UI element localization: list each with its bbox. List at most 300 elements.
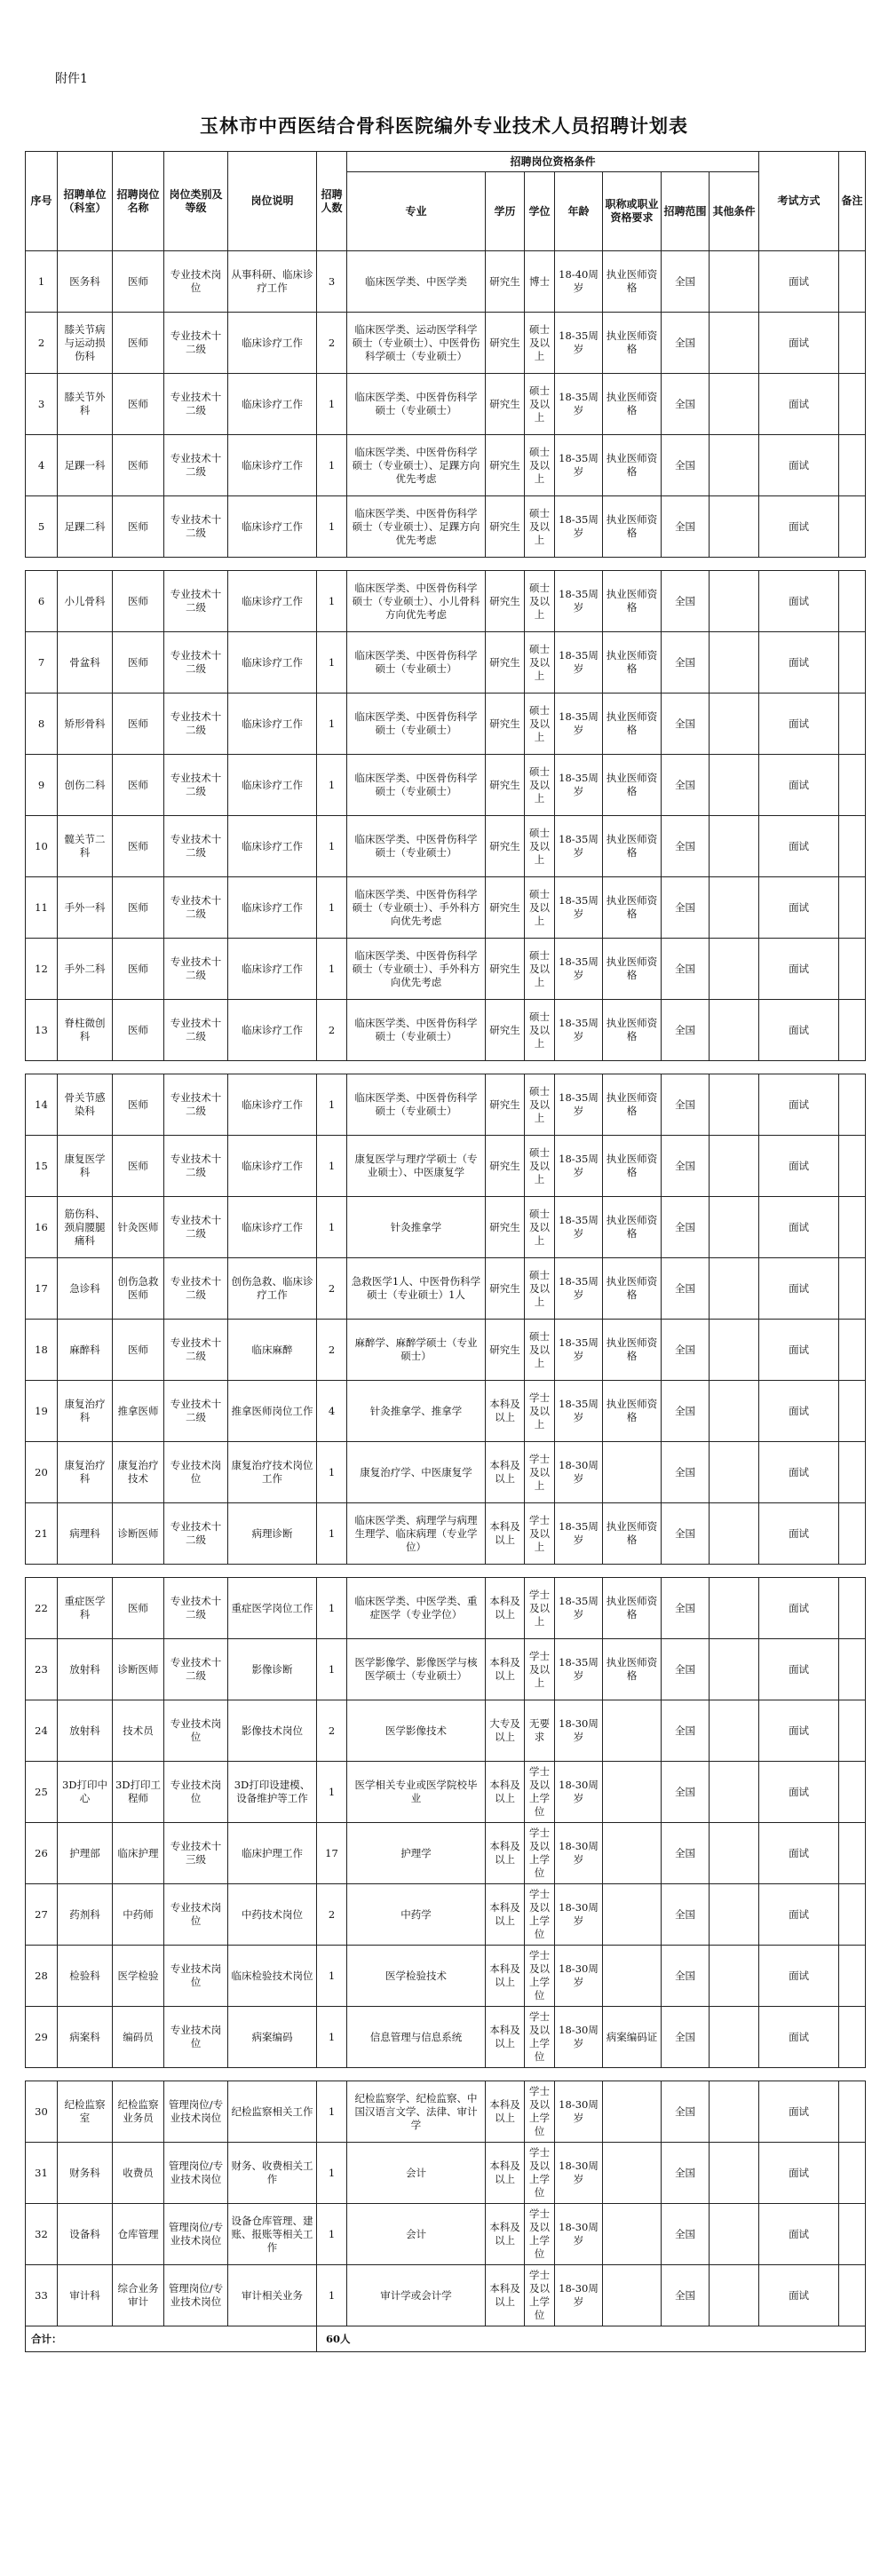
cell-count: 2: [317, 1320, 347, 1381]
section-gap: [26, 2068, 866, 2081]
cell-degree: 硕士及以上: [525, 1136, 555, 1197]
cell-position: 医学检验: [113, 1946, 164, 2007]
cell-unit: 财务科: [58, 2143, 113, 2204]
cell-category: 专业技术十三级: [164, 1823, 228, 1884]
cell-edu: 研究生: [486, 816, 525, 877]
cell-count: 1: [317, 2081, 347, 2143]
cell-major: 医学影像技术: [347, 1700, 486, 1762]
cell-other: [710, 1258, 759, 1320]
cell-scope: 全国: [662, 816, 710, 877]
cell-major: 临床医学类、中医骨伤科学硕士（专业硕士）: [347, 1074, 486, 1136]
cell-position: 康复治疗技术: [113, 1442, 164, 1503]
cell-age: 18-30周岁: [555, 2081, 603, 2143]
cell-position: 医师: [113, 435, 164, 496]
cell-other: [710, 1578, 759, 1639]
cell-scope: 全国: [662, 877, 710, 939]
cell-unit: 创伤二科: [58, 755, 113, 816]
cell-edu: 研究生: [486, 1320, 525, 1381]
cell-degree: 学士及以上学位: [525, 1823, 555, 1884]
cell-note: [839, 496, 866, 558]
cell-edu: 研究生: [486, 374, 525, 435]
table-row: [26, 1503, 866, 1565]
cell-degree: 硕士及以上: [525, 755, 555, 816]
cell-desc: 康复治疗技术岗位工作: [228, 1442, 317, 1503]
cell-scope: 全国: [662, 1136, 710, 1197]
cell-count: 1: [317, 571, 347, 632]
cell-cert: 执业医师资格: [603, 816, 662, 877]
cell-scope: 全国: [662, 1700, 710, 1762]
table-row: [26, 374, 866, 435]
cell-seq: 15: [26, 1136, 58, 1197]
cell-degree: 学士及以上: [525, 1442, 555, 1503]
cell-category: 专业技术十二级: [164, 496, 228, 558]
table-row: [26, 2081, 866, 2143]
cell-unit: 骨盆科: [58, 632, 113, 694]
cell-position: 医师: [113, 1136, 164, 1197]
cell-desc: 临床检验技术岗位: [228, 1946, 317, 2007]
cell-count: 1: [317, 939, 347, 1000]
cell-desc: 纪检监察相关工作: [228, 2081, 317, 2143]
cell-scope: 全国: [662, 1000, 710, 1061]
cell-other: [710, 313, 759, 374]
cell-cert: [603, 1884, 662, 1946]
cell-degree: 硕士及以上: [525, 496, 555, 558]
cell-seq: 17: [26, 1258, 58, 1320]
cell-note: [839, 435, 866, 496]
cell-desc: 临床诊疗工作: [228, 496, 317, 558]
cell-desc: 临床诊疗工作: [228, 374, 317, 435]
cell-exam: 面试: [759, 632, 839, 694]
table-row: [26, 1197, 866, 1258]
section-gap-cell: [26, 1565, 866, 1578]
cell-desc: 临床诊疗工作: [228, 816, 317, 877]
cell-category: 专业技术岗位: [164, 1442, 228, 1503]
cell-unit: 3D打印中心: [58, 1762, 113, 1823]
table-row: [26, 1578, 866, 1639]
header-count: 招聘人数: [317, 152, 347, 251]
section-gap: [26, 1061, 866, 1074]
cell-age: 18-35周岁: [555, 1074, 603, 1136]
cell-seq: 21: [26, 1503, 58, 1565]
cell-scope: 全国: [662, 2143, 710, 2204]
cell-scope: 全国: [662, 2265, 710, 2326]
cell-exam: 面试: [759, 1700, 839, 1762]
cell-note: [839, 2007, 866, 2068]
cell-edu: 本科及以上: [486, 2143, 525, 2204]
cell-desc: 病案编码: [228, 2007, 317, 2068]
cell-scope: 全国: [662, 1946, 710, 2007]
cell-other: [710, 1823, 759, 1884]
cell-desc: 临床诊疗工作: [228, 313, 317, 374]
cell-note: [839, 1197, 866, 1258]
cell-cert: 执业医师资格: [603, 1381, 662, 1442]
cell-count: 1: [317, 2143, 347, 2204]
table-row: [26, 1000, 866, 1061]
cell-exam: 面试: [759, 571, 839, 632]
cell-position: 诊断医师: [113, 1639, 164, 1700]
cell-major: 护理学: [347, 1823, 486, 1884]
cell-seq: 30: [26, 2081, 58, 2143]
cell-other: [710, 251, 759, 313]
cell-category: 专业技术十二级: [164, 435, 228, 496]
cell-cert: 执业医师资格: [603, 1000, 662, 1061]
cell-count: 2: [317, 1700, 347, 1762]
cell-exam: 面试: [759, 1197, 839, 1258]
cell-degree: 硕士及以上: [525, 632, 555, 694]
cell-note: [839, 1639, 866, 1700]
cell-other: [710, 1381, 759, 1442]
cell-unit: 检验科: [58, 1946, 113, 2007]
cell-cert: [603, 2204, 662, 2265]
table-row: [26, 1700, 866, 1762]
cell-position: 医师: [113, 496, 164, 558]
cell-position: 针灸医师: [113, 1197, 164, 1258]
cell-note: [839, 313, 866, 374]
cell-count: 1: [317, 374, 347, 435]
cell-edu: 研究生: [486, 755, 525, 816]
annex-label: 附件1: [55, 72, 88, 86]
cell-category: 专业技术十二级: [164, 1320, 228, 1381]
cell-unit: 足踝二科: [58, 496, 113, 558]
cell-position: 编码员: [113, 2007, 164, 2068]
cell-seq: 4: [26, 435, 58, 496]
table-row: [26, 1320, 866, 1381]
cell-position: 诊断医师: [113, 1503, 164, 1565]
cell-other: [710, 632, 759, 694]
cell-unit: 康复治疗科: [58, 1442, 113, 1503]
cell-age: 18-30周岁: [555, 1884, 603, 1946]
cell-cert: [603, 1442, 662, 1503]
cell-unit: 矫形骨科: [58, 694, 113, 755]
cell-edu: 研究生: [486, 496, 525, 558]
cell-count: 1: [317, 1762, 347, 1823]
cell-age: 18-30周岁: [555, 1700, 603, 1762]
cell-count: 2: [317, 1000, 347, 1061]
cell-major: 会计: [347, 2143, 486, 2204]
cell-degree: 硕士及以上: [525, 1074, 555, 1136]
cell-scope: 全国: [662, 1381, 710, 1442]
cell-category: 专业技术十二级: [164, 1000, 228, 1061]
cell-count: 17: [317, 1823, 347, 1884]
table-row: [26, 755, 866, 816]
cell-edu: 研究生: [486, 1136, 525, 1197]
cell-seq: 13: [26, 1000, 58, 1061]
cell-category: 专业技术十二级: [164, 755, 228, 816]
cell-position: 医师: [113, 1320, 164, 1381]
cell-note: [839, 816, 866, 877]
cell-other: [710, 1639, 759, 1700]
cell-desc: 财务、收费相关工作: [228, 2143, 317, 2204]
cell-degree: 学士及以上学位: [525, 2007, 555, 2068]
cell-position: 推拿医师: [113, 1381, 164, 1442]
table-row: [26, 2143, 866, 2204]
cell-desc: 临床诊疗工作: [228, 1000, 317, 1061]
cell-category: 专业技术十二级: [164, 1639, 228, 1700]
cell-cert: 执业医师资格: [603, 694, 662, 755]
cell-age: 18-35周岁: [555, 1197, 603, 1258]
cell-seq: 1: [26, 251, 58, 313]
cell-scope: 全国: [662, 755, 710, 816]
cell-degree: 硕士及以上: [525, 571, 555, 632]
section-gap-cell: [26, 558, 866, 571]
cell-unit: 骨关节感染科: [58, 1074, 113, 1136]
cell-other: [710, 435, 759, 496]
cell-age: 18-35周岁: [555, 1000, 603, 1061]
table-row: [26, 694, 866, 755]
cell-position: 医师: [113, 313, 164, 374]
cell-note: [839, 1074, 866, 1136]
cell-degree: 硕士及以上: [525, 1000, 555, 1061]
cell-age: 18-35周岁: [555, 1503, 603, 1565]
cell-cert: [603, 1946, 662, 2007]
cell-edu: 研究生: [486, 939, 525, 1000]
cell-cert: 执业医师资格: [603, 1320, 662, 1381]
cell-category: 专业技术十二级: [164, 816, 228, 877]
cell-degree: 学士及以上: [525, 1578, 555, 1639]
cell-scope: 全国: [662, 939, 710, 1000]
cell-seq: 24: [26, 1700, 58, 1762]
cell-scope: 全国: [662, 1884, 710, 1946]
cell-age: 18-35周岁: [555, 435, 603, 496]
cell-major: 会计: [347, 2204, 486, 2265]
cell-note: [839, 1442, 866, 1503]
cell-exam: 面试: [759, 1000, 839, 1061]
cell-scope: 全国: [662, 632, 710, 694]
cell-age: 18-35周岁: [555, 816, 603, 877]
cell-other: [710, 1762, 759, 1823]
cell-degree: 学士及以上学位: [525, 2265, 555, 2326]
cell-category: 专业技术岗位: [164, 1884, 228, 1946]
cell-position: 收费员: [113, 2143, 164, 2204]
header-major: 专业: [347, 172, 486, 251]
cell-scope: 全国: [662, 1762, 710, 1823]
cell-note: [839, 571, 866, 632]
cell-other: [710, 939, 759, 1000]
cell-position: 纪检监察业务员: [113, 2081, 164, 2143]
cell-exam: 面试: [759, 251, 839, 313]
cell-cert: 执业医师资格: [603, 435, 662, 496]
cell-degree: 硕士及以上: [525, 374, 555, 435]
cell-degree: 学士及以上学位: [525, 1884, 555, 1946]
table-row: [26, 1639, 866, 1700]
cell-age: 18-35周岁: [555, 694, 603, 755]
cell-seq: 18: [26, 1320, 58, 1381]
cell-major: 临床医学类、中医骨伤科学硕士（专业硕士）: [347, 632, 486, 694]
cell-other: [710, 694, 759, 755]
cell-count: 1: [317, 1946, 347, 2007]
cell-edu: 研究生: [486, 1258, 525, 1320]
cell-scope: 全国: [662, 1258, 710, 1320]
cell-degree: 硕士及以上: [525, 1320, 555, 1381]
table-row: [26, 496, 866, 558]
cell-age: 18-35周岁: [555, 1578, 603, 1639]
cell-scope: 全国: [662, 374, 710, 435]
cell-other: [710, 1000, 759, 1061]
cell-unit: 设备科: [58, 2204, 113, 2265]
cell-other: [710, 1074, 759, 1136]
cell-seq: 14: [26, 1074, 58, 1136]
total-label: 合计：: [26, 2326, 317, 2352]
cell-other: [710, 2081, 759, 2143]
cell-exam: 面试: [759, 1320, 839, 1381]
cell-count: 4: [317, 1381, 347, 1442]
cell-unit: 膝关节病与运动损伤科: [58, 313, 113, 374]
cell-major: 临床医学类、中医学类: [347, 251, 486, 313]
cell-degree: 学士及以上学位: [525, 1946, 555, 2007]
header-category: 岗位类别及等级: [164, 152, 228, 251]
cell-seq: 6: [26, 571, 58, 632]
cell-position: 3D打印工程师: [113, 1762, 164, 1823]
cell-category: 专业技术十二级: [164, 1197, 228, 1258]
table-row: [26, 2265, 866, 2326]
cell-desc: 临床诊疗工作: [228, 1197, 317, 1258]
cell-other: [710, 1197, 759, 1258]
cell-edu: 本科及以上: [486, 2007, 525, 2068]
cell-category: 专业技术十二级: [164, 313, 228, 374]
cell-major: 麻醉学、麻醉学硕士（专业硕士）: [347, 1320, 486, 1381]
cell-age: 18-30周岁: [555, 2265, 603, 2326]
table-row: [26, 1381, 866, 1442]
cell-edu: 本科及以上: [486, 2204, 525, 2265]
cell-exam: 面试: [759, 694, 839, 755]
cell-age: 18-40周岁: [555, 251, 603, 313]
cell-cert: 执业医师资格: [603, 251, 662, 313]
cell-degree: 学士及以上: [525, 1503, 555, 1565]
cell-unit: 急诊科: [58, 1258, 113, 1320]
cell-major: 临床医学类、中医骨伤科学硕士（专业硕士）: [347, 816, 486, 877]
cell-major: 医学相关专业或医学院校毕业: [347, 1762, 486, 1823]
cell-cert: [603, 2265, 662, 2326]
cell-edu: 研究生: [486, 877, 525, 939]
cell-count: 1: [317, 1503, 347, 1565]
cell-cert: 执业医师资格: [603, 1639, 662, 1700]
cell-unit: 手外一科: [58, 877, 113, 939]
cell-major: 康复医学与理疗学硕士（专业硕士）、中医康复学: [347, 1136, 486, 1197]
cell-age: 18-30周岁: [555, 2143, 603, 2204]
cell-category: 专业技术十二级: [164, 1503, 228, 1565]
cell-category: 专业技术十二级: [164, 1258, 228, 1320]
table-row: [26, 1823, 866, 1884]
table-row: [26, 939, 866, 1000]
cell-age: 18-30周岁: [555, 1762, 603, 1823]
cell-edu: 研究生: [486, 694, 525, 755]
cell-scope: 全国: [662, 1074, 710, 1136]
cell-other: [710, 1946, 759, 2007]
recruitment-table: [25, 151, 866, 2352]
cell-note: [839, 251, 866, 313]
cell-note: [839, 1884, 866, 1946]
cell-note: [839, 1258, 866, 1320]
cell-cert: 执业医师资格: [603, 1197, 662, 1258]
cell-seq: 7: [26, 632, 58, 694]
cell-count: 1: [317, 632, 347, 694]
cell-exam: 面试: [759, 1762, 839, 1823]
cell-unit: 审计科: [58, 2265, 113, 2326]
cell-category: 专业技术岗位: [164, 2007, 228, 2068]
cell-unit: 药剂科: [58, 1884, 113, 1946]
cell-seq: 8: [26, 694, 58, 755]
table-row: [26, 251, 866, 313]
cell-age: 18-30周岁: [555, 2204, 603, 2265]
cell-scope: 全国: [662, 1578, 710, 1639]
header-qualifications: 招聘岗位资格条件: [347, 152, 759, 172]
cell-note: [839, 1823, 866, 1884]
cell-cert: 执业医师资格: [603, 374, 662, 435]
cell-desc: 3D打印设建模、设备维护等工作: [228, 1762, 317, 1823]
cell-position: 技术员: [113, 1700, 164, 1762]
header-position: 招聘岗位名称: [113, 152, 164, 251]
cell-major: 审计学或会计学: [347, 2265, 486, 2326]
cell-desc: 临床诊疗工作: [228, 1074, 317, 1136]
cell-edu: 研究生: [486, 632, 525, 694]
cell-count: 1: [317, 1639, 347, 1700]
cell-desc: 重症医学岗位工作: [228, 1578, 317, 1639]
cell-seq: 26: [26, 1823, 58, 1884]
cell-desc: 审计相关业务: [228, 2265, 317, 2326]
cell-cert: 执业医师资格: [603, 571, 662, 632]
cell-exam: 面试: [759, 1578, 839, 1639]
cell-major: 临床医学类、中医骨伤科学硕士（专业硕士）、小儿骨科方向优先考虑: [347, 571, 486, 632]
cell-age: 18-35周岁: [555, 313, 603, 374]
cell-degree: 学士及以上学位: [525, 2081, 555, 2143]
cell-seq: 29: [26, 2007, 58, 2068]
cell-other: [710, 816, 759, 877]
cell-category: 专业技术十二级: [164, 877, 228, 939]
cell-degree: 硕士及以上: [525, 1258, 555, 1320]
cell-unit: 髋关节二科: [58, 816, 113, 877]
cell-position: 医师: [113, 1074, 164, 1136]
table-row: [26, 816, 866, 877]
cell-other: [710, 2265, 759, 2326]
cell-category: 专业技术十二级: [164, 1136, 228, 1197]
cell-scope: 全国: [662, 1320, 710, 1381]
cell-exam: 面试: [759, 1639, 839, 1700]
cell-major: 临床医学类、中医骨伤科学硕士（专业硕士）: [347, 1000, 486, 1061]
table-row: [26, 1946, 866, 2007]
header-desc: 岗位说明: [228, 152, 317, 251]
cell-count: 1: [317, 2007, 347, 2068]
cell-degree: 博士: [525, 251, 555, 313]
cell-seq: 11: [26, 877, 58, 939]
cell-degree: 硕士及以上: [525, 1197, 555, 1258]
cell-other: [710, 1320, 759, 1381]
table-row: [26, 313, 866, 374]
cell-seq: 5: [26, 496, 58, 558]
cell-position: 医师: [113, 251, 164, 313]
cell-edu: 本科及以上: [486, 2081, 525, 2143]
cell-category: 管理岗位/专业技术岗位: [164, 2143, 228, 2204]
cell-edu: 本科及以上: [486, 1442, 525, 1503]
cell-count: 1: [317, 694, 347, 755]
cell-category: 专业技术岗位: [164, 1762, 228, 1823]
cell-scope: 全国: [662, 1442, 710, 1503]
cell-degree: 学士及以上学位: [525, 1762, 555, 1823]
cell-cert: 执业医师资格: [603, 313, 662, 374]
cell-count: 1: [317, 1442, 347, 1503]
cell-cert: [603, 1823, 662, 1884]
cell-major: 临床医学类、中医骨伤科学硕士（专业硕士）: [347, 694, 486, 755]
cell-degree: 硕士及以上: [525, 313, 555, 374]
cell-cert: 执业医师资格: [603, 632, 662, 694]
cell-age: 18-30周岁: [555, 1442, 603, 1503]
cell-unit: 康复治疗科: [58, 1381, 113, 1442]
cell-note: [839, 2265, 866, 2326]
cell-desc: 推拿医师岗位工作: [228, 1381, 317, 1442]
header-exam: 考试方式: [759, 152, 839, 251]
cell-major: 临床医学类、病理学与病理生理学、临床病理（专业学位）: [347, 1503, 486, 1565]
cell-major: 针灸推拿学: [347, 1197, 486, 1258]
cell-category: 专业技术十二级: [164, 939, 228, 1000]
